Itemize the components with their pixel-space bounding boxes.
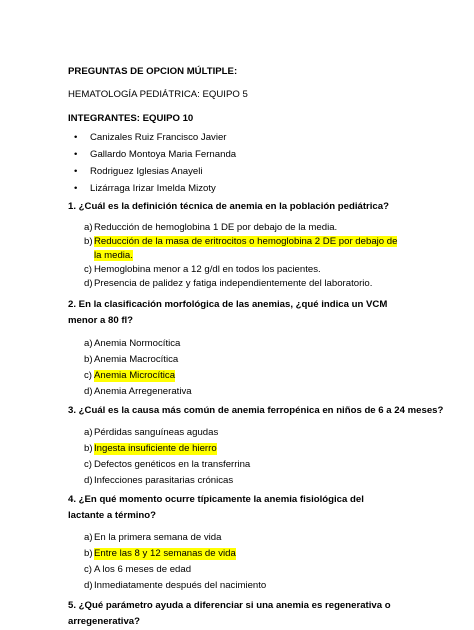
option-text: Anemia Arregenerativa xyxy=(94,386,192,397)
option-letter: c) xyxy=(84,459,92,470)
option-text: Defectos genéticos en la transferrina xyxy=(94,459,251,470)
bullet-icon: • xyxy=(74,149,78,160)
option-text-highlighted: Entre las 8 y 12 semanas de vida xyxy=(94,548,236,559)
option-letter: d) xyxy=(84,475,93,486)
option-text: Infecciones parasitarias crónicas xyxy=(94,475,234,486)
option-text: Hemoglobina menor a 12 g/dl en todos los pacientes. xyxy=(94,264,321,275)
option-letter: c) xyxy=(84,264,92,275)
bullet-icon: • xyxy=(74,183,78,194)
option-letter: c) xyxy=(84,370,92,381)
option-letter: c) xyxy=(84,564,92,575)
document-subtitle: HEMATOLOGÍA PEDIÁTRICA: EQUIPO 5 xyxy=(68,89,248,100)
option-letter: a) xyxy=(84,532,93,543)
option-letter: d) xyxy=(84,386,93,397)
option-text: En la primera semana de vida xyxy=(94,532,222,543)
option-text: A los 6 meses de edad xyxy=(94,564,192,575)
bullet-icon: • xyxy=(74,166,78,177)
team-member-name: Lizárraga Irizar Imelda Mizoty xyxy=(90,183,216,194)
option-letter: b) xyxy=(84,548,93,559)
option-letter: d) xyxy=(84,278,93,289)
question-text: 4. ¿En qué momento ocurre típicamente la anemia fisiológica del lactante a término? xyxy=(68,494,364,521)
option-letter: b) xyxy=(84,354,93,365)
option-text: Reducción de hemoglobina 1 DE por debajo de la media. xyxy=(94,222,338,233)
option-letter: a) xyxy=(84,338,93,349)
option-letter: d) xyxy=(84,580,93,591)
option-letter: a) xyxy=(84,222,93,233)
option-text: Anemia Macrocítica xyxy=(94,354,179,365)
team-member-name: Rodriguez Iglesias Anayeli xyxy=(90,166,203,177)
team-member xyxy=(74,132,227,144)
answer-option-correct xyxy=(84,235,404,263)
team-member xyxy=(74,149,237,161)
option-text-highlighted: Ingesta insuficiente de hierro xyxy=(94,443,217,454)
option-text: Anemia Normocítica xyxy=(94,338,181,349)
question-text: 3. ¿Cuál es la causa más común de anemia ferropénica en niños de 6 a 24 meses? xyxy=(68,405,444,416)
option-text-highlighted: Reducción de la masa de eritrocitos o hemoglobina 2 DE por debajo de la media. xyxy=(94,236,398,261)
team-member-name: Gallardo Montoya Maria Fernanda xyxy=(90,149,237,160)
question-text: 5. ¿Qué parámetro ayuda a diferenciar si una anemia es regenerativa o arregenerativa? xyxy=(68,600,391,627)
option-text: Inmediatamente después del nacimiento xyxy=(94,580,267,591)
option-text: Pérdidas sanguíneas agudas xyxy=(94,427,219,438)
option-text-highlighted: Anemia Microcítica xyxy=(94,370,176,381)
question-text: 1. ¿Cuál es la definición técnica de anemia en la población pediátrica? xyxy=(68,201,389,212)
option-text: Presencia de palidez y fatiga independientemente del laboratorio. xyxy=(94,278,373,289)
document-title: PREGUNTAS DE OPCION MÚLTIPLE: xyxy=(68,66,238,77)
question-text: 2. En la clasificación morfológica de las anemias, ¿qué indica un VCM menor a 80 fl? xyxy=(68,299,388,326)
team-member xyxy=(74,183,216,195)
option-letter: b) xyxy=(84,236,93,247)
option-letter: b) xyxy=(84,443,93,454)
team-member xyxy=(74,166,203,178)
team-member-name: Canizales Ruiz Francisco Javier xyxy=(90,132,227,143)
bullet-icon: • xyxy=(74,132,78,143)
team-label: INTEGRANTES: EQUIPO 10 xyxy=(68,113,194,124)
option-letter: a) xyxy=(84,427,93,438)
